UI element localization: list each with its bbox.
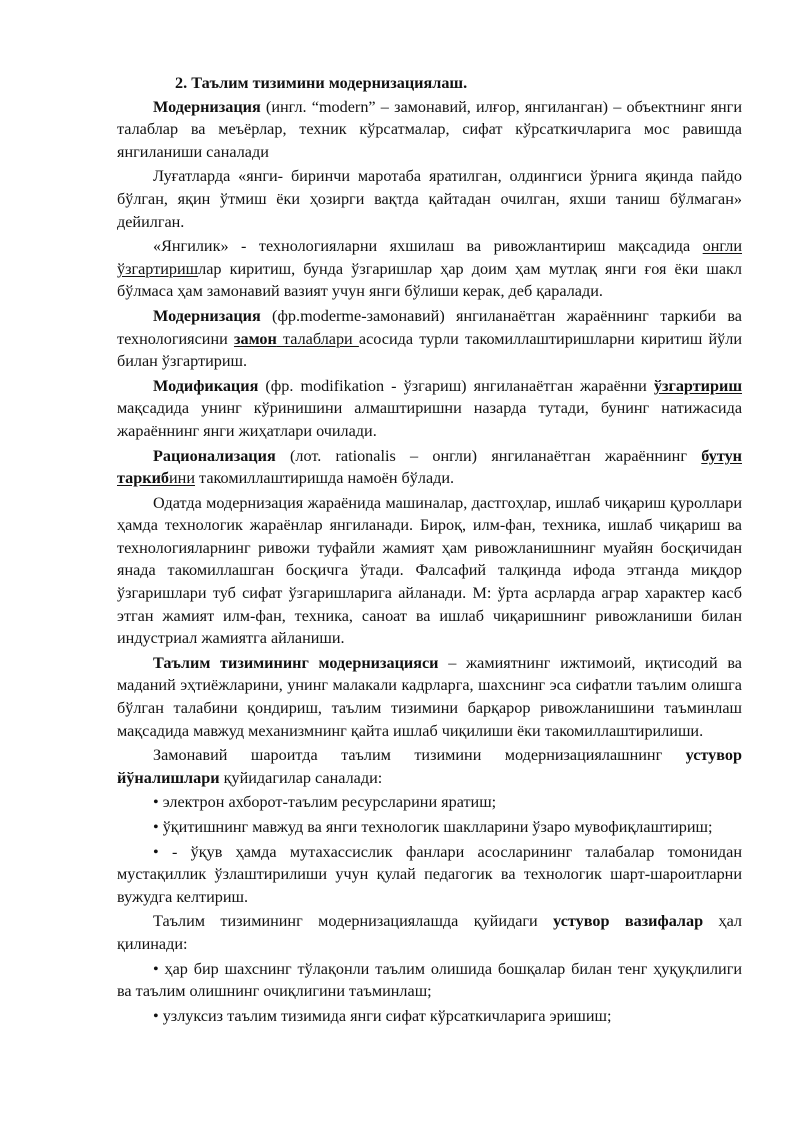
paragraph-priority-tasks: Таълим тизимининг модернизациялашда қуйидаги устувор вазифалар ҳал қилинади:	[117, 912, 743, 953]
bold-priority-tasks: устувор вазифалар	[553, 912, 704, 931]
paragraph-modernization-process: Одатда модернизация жараёнида машиналар, дастгоҳлар, ишлаб чиқариш қуроллари ҳамда технологик жараёнлар янгиланади. Бироқ, илм-фан, техника, ишлаб чиқариш ва технологияларнинг ривожи туфайли жамият ҳам ривожланишнинг муайян босқичидан янада такомиллашган босқичга ўтади. Фалсафий талқинда ифода этганда миқдор ўзгаришлари туб сифат ўзгаришларига айланади. М: ўрта асрларда аграр характер касб этган жамият илм-фан, техника, саноат ва ишлаб чиқаришнинг ривожланиши билан индустриал жамиятга айланиши.	[117, 493, 742, 648]
paragraph-education-modernization: Таълим тизимининг модернизацияси – жамиятнинг ижтимоий, иқтисодий ва маданий эҳтиёжларини, унинг малакали кадрларга, шахснинг эса сифатли таълим олишга бўлган талабини қондириш, таълим тизимини барқарор ривожланишини таъминлаш мақсадида мавжуд механизмнинг қайта ишлаб чиқилиши ёки такомиллаштирилиши.	[117, 653, 742, 740]
term-education-modernization: Таълим тизимининг модернизацияси	[153, 653, 439, 672]
paragraph-modernization-definition: Модернизация (ингл. “modern” – замонавий, илғор, янгиланган) – объектнинг янги талаблар ва меъёрлар, техник кўрсатмалар, сифат кўрсаткичларига мос равишда янгиланиши саналади	[117, 97, 742, 161]
paragraph-modification: Модификация (фр. modifikation - ўзгариш) янгиланаётган жараённи ўзгартириш мақсадида унинг кўринишини алмаштиришни назарда тутади, бунинг натижасида жараённинг янги жиҳатлари очилади.	[117, 376, 742, 440]
bold-priority-directions: устувор йўналишлари	[117, 746, 742, 787]
list-item: • ҳар бир шахснинг тўлақонли таълим олишида бошқалар билан тенг ҳуқуқлилиги ва таълим олишнинг очиқлигини таъминлаш;	[117, 959, 742, 1001]
underlined-bold-phrase: бутун таркиб	[117, 446, 742, 488]
list-item: • электрон ахборот-таълим ресурсларини яратиш;	[153, 793, 497, 812]
paragraph-rationalization: Рационализация (лот. rationalis – онгли) янгиланаётган жараённинг бутун таркибини такомиллаштиришда намоён бўлади.	[117, 446, 742, 488]
section-heading: 2. Таълим тизимини модернизациялаш.	[175, 74, 468, 92]
paragraph-innovation-definition: «Янгилик» - технологияларни яхшилаш ва ривожлантириш мақсадида онгли ўзгартиришлар киритиш, бунда ўзгаришлар ҳар доим ҳам мутлақ янги ғоя ёки шакл бўлмаса ҳам замонавий вазият учун янги бўлиши керак, деб қаралади.	[117, 237, 742, 301]
list-item: • - ўқув ҳамда мутахассислик фанлари асосларининг талабалар томонидан мустақиллик ўзлаштирилиши учун қулай педагогик ва технологик шарт-шароитларни вужудга келтириш.	[117, 842, 742, 906]
paragraph-dictionary-definition: Луғатларда «янги- биринчи маротаба яратилган, олдингиси ўрнига яқинда пайдо бўлган, яқин ўтмиш ёки ҳозирги вақтда қайтадан очилган, яхши таниш бўлмаган» дейилган.	[117, 167, 742, 231]
term-rationalization: Рационализация	[153, 446, 276, 465]
underlined-bold-word-2: ўзгартириш	[653, 376, 742, 395]
list-item: • ўқитишнинг мавжуд ва янги технологик шаклларини ўзаро мувофиқлаштириш;	[153, 818, 713, 836]
paragraph-priority-directions: Замонавий шароитда таълим тизимини модернизациялашнинг устувор йўналишлари қуйидагилар саналади:	[117, 746, 742, 787]
underlined-phrase: онгли ўзгартириш	[117, 237, 742, 278]
term-modernization: Модернизация	[153, 97, 261, 116]
list-item: • узлуксиз таълим тизимида янги сифат кўрсаткичларига эришиш;	[153, 1006, 612, 1025]
underlined-bold-word: замон	[233, 329, 277, 348]
term-modification: Модификация	[153, 376, 259, 395]
term-modernization-2: Модернизация	[153, 306, 261, 325]
paragraph-modernization-french: Модернизация (фр.moderme-замонавий) янгиланаётган жараённинг таркиби ва технологиясини замон талаблари асосида турли такомиллаштиришларни киритиш йўли билан ўзгартириш.	[117, 306, 742, 371]
